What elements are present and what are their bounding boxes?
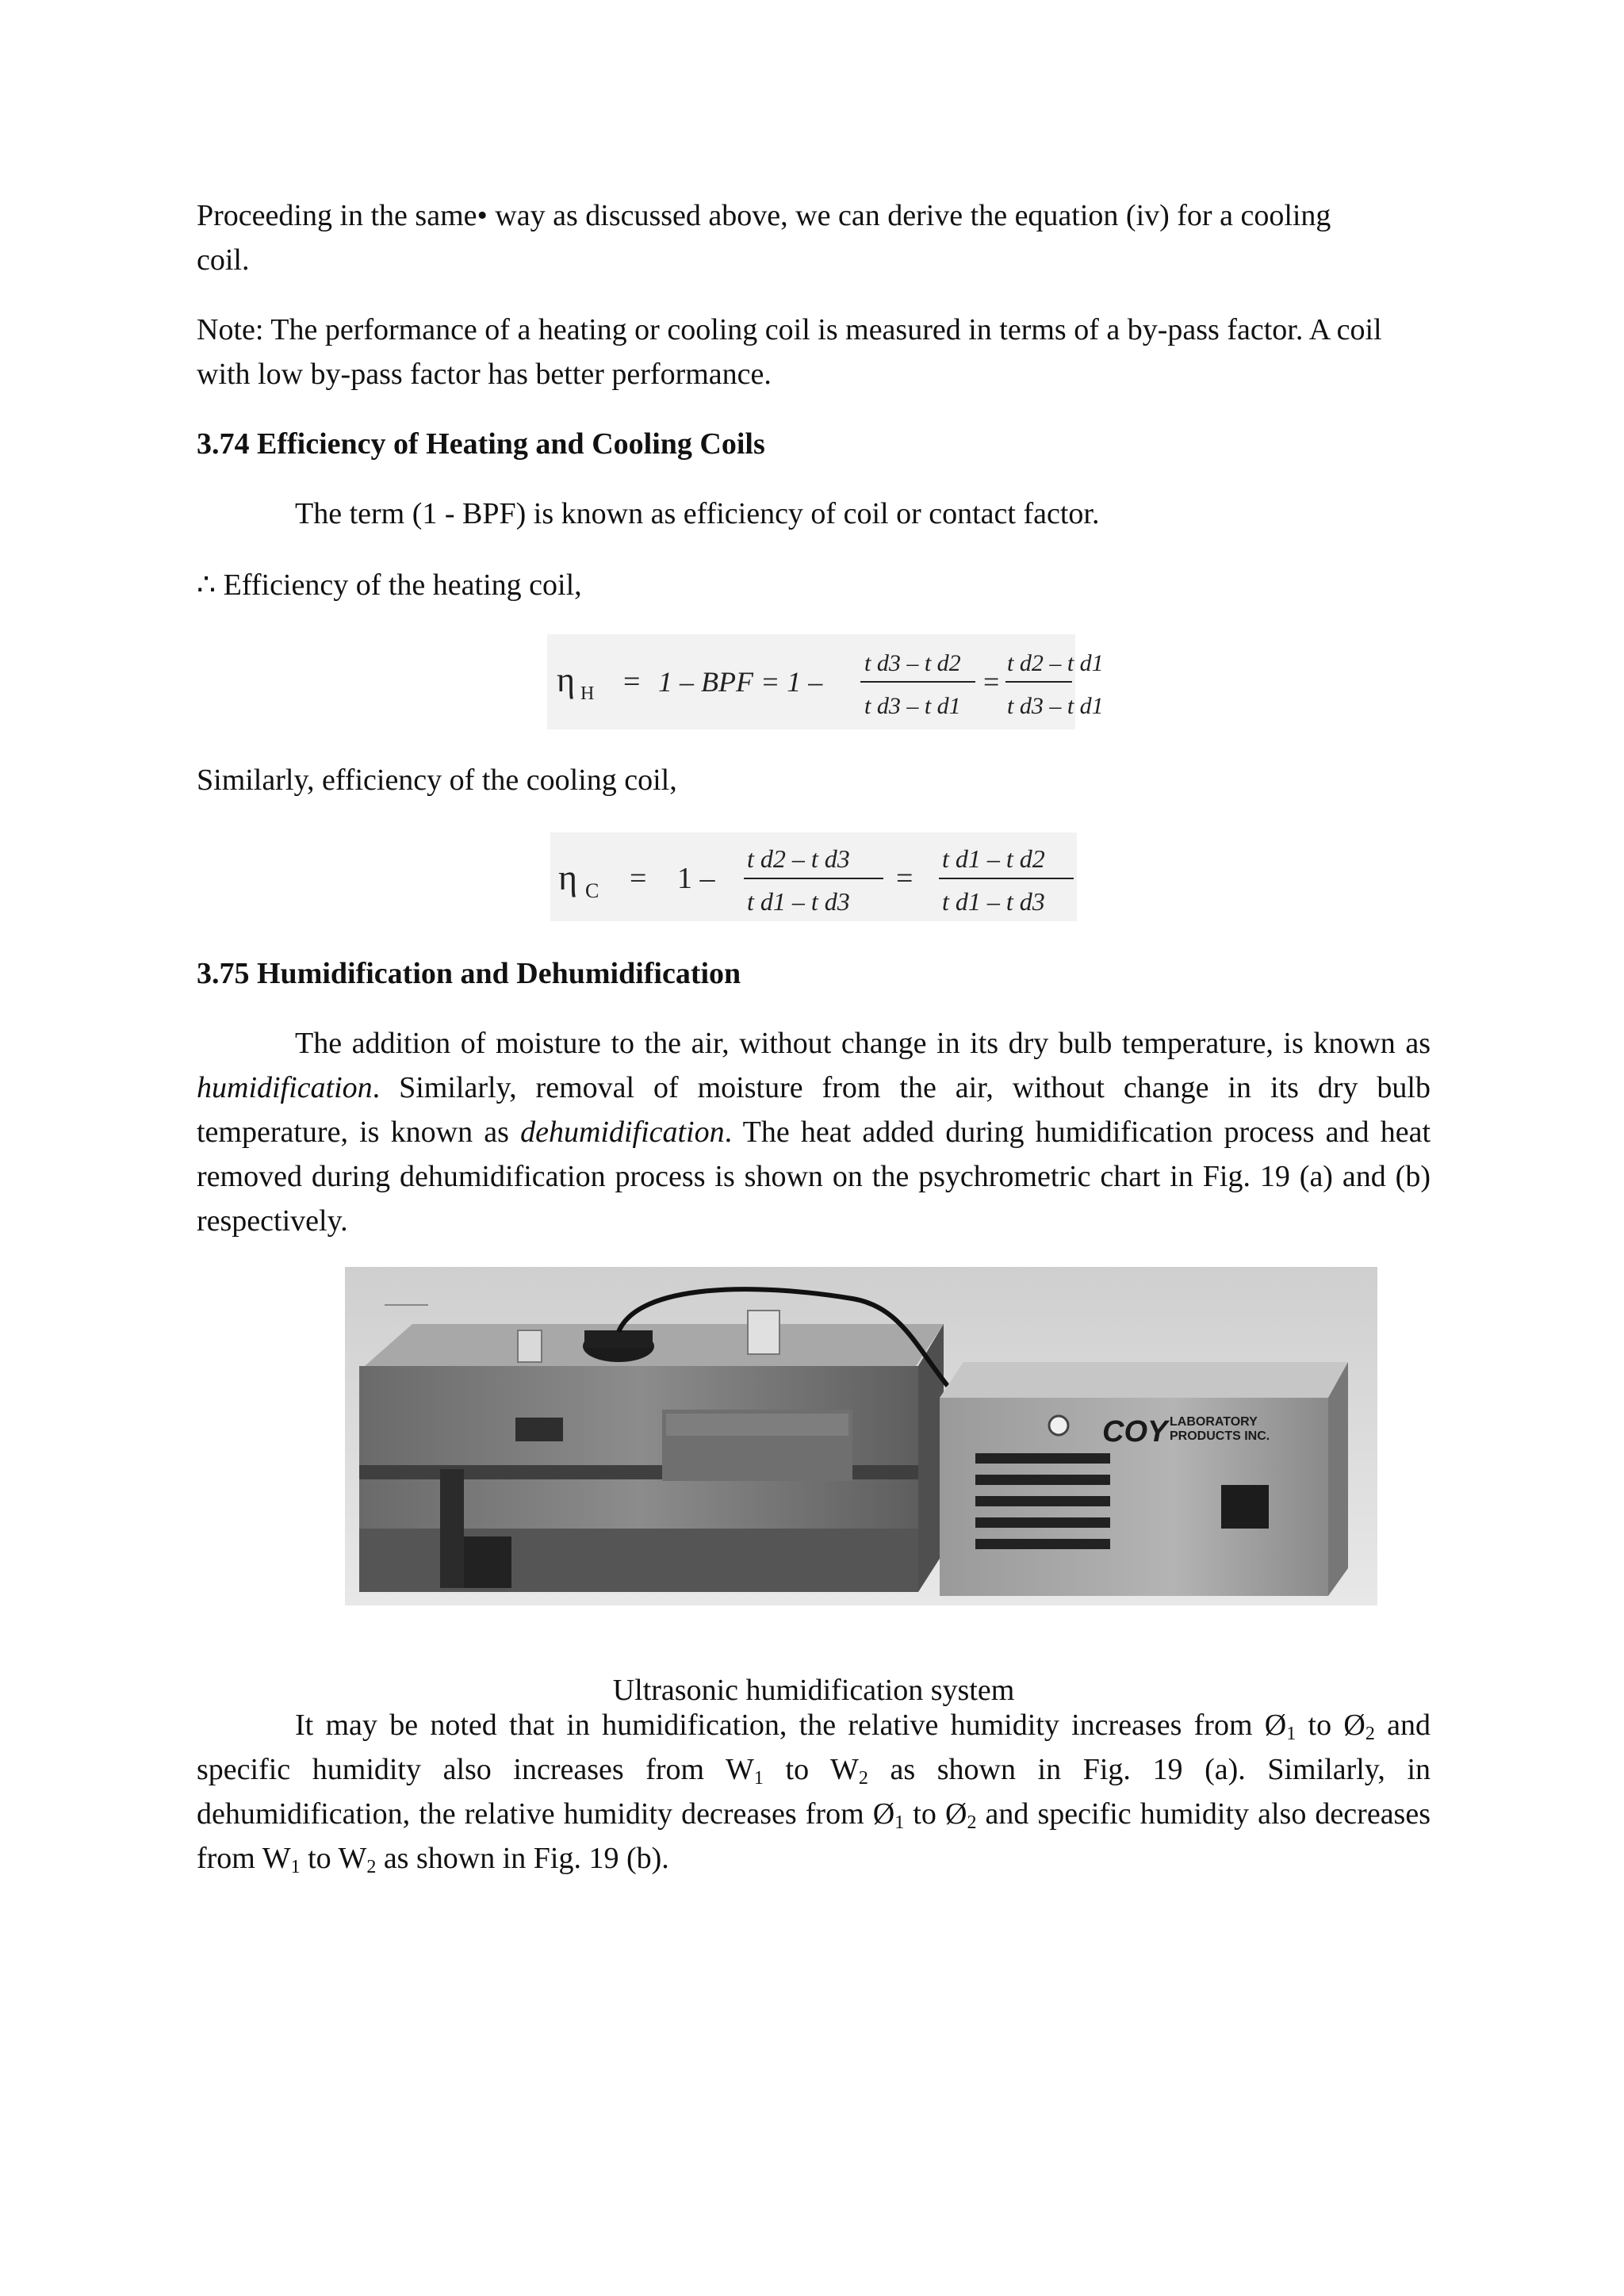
eq-den2: t d1 – t d3 bbox=[942, 887, 1045, 916]
w-symbol: W bbox=[726, 1753, 754, 1786]
equation-cooling-efficiency bbox=[550, 832, 1077, 921]
eq-one-minus: 1 – bbox=[677, 862, 715, 895]
text-span: as shown in Fig. 19 (a). Similarly, in dehumidification, the relative humidity decreases from bbox=[197, 1753, 1431, 1831]
term-dehumidification: dehumidification bbox=[520, 1115, 725, 1149]
text-span: to bbox=[300, 1842, 339, 1875]
eq-equals: = bbox=[623, 665, 641, 698]
text-span: to bbox=[1296, 1709, 1344, 1742]
eq-bpf: 1 – BPF = 1 – bbox=[658, 666, 823, 698]
text-span: and specific humidity also increases from bbox=[197, 1709, 1431, 1786]
text-span: . Similarly, removal of moisture from the air, without change in its dry bulb temperature, is known as bbox=[197, 1071, 1431, 1149]
text-span: . The heat added during humidification process and heat removed during dehumidification process is shown on the psychrometric chart in Fig. 19 (a) and (b) respectively. bbox=[197, 1115, 1431, 1238]
w-symbol: W bbox=[338, 1842, 367, 1875]
text-span: and specific humidity also decreases from bbox=[197, 1797, 1431, 1875]
subscript: 2 bbox=[858, 1768, 868, 1789]
eq-num1: t d2 – t d3 bbox=[747, 844, 850, 873]
paragraph-humidity-changes bbox=[197, 1703, 1431, 1881]
equation-heating-efficiency bbox=[547, 634, 1104, 729]
eq-den2: t d3 – t d1 bbox=[1007, 693, 1104, 719]
figure-caption: Ultrasonic humidification system bbox=[612, 1674, 1015, 1707]
eq-lhs: η bbox=[558, 857, 578, 897]
phi-symbol: Ø bbox=[872, 1797, 895, 1831]
paragraph-heating-intro: ∴ Efficiency of the heating coil, bbox=[197, 568, 582, 602]
acrylic-tank bbox=[359, 1324, 944, 1592]
eq-lhs: η bbox=[557, 660, 576, 699]
paragraph-note: Note: The performance of a heating or cooling coil is measured in terms of a by-pass factor. A coil with low by-pass factor has better performance. bbox=[197, 313, 1382, 391]
fitting-left bbox=[518, 1330, 542, 1362]
paragraph-contact-factor: The term (1 - BPF) is known as efficiency of coil or contact factor. bbox=[295, 497, 1100, 530]
fitting-right bbox=[748, 1311, 779, 1354]
brand-text-1: LABORATORY bbox=[1170, 1415, 1258, 1429]
subscript: 1 bbox=[753, 1768, 764, 1789]
text-span: The addition of moisture to the air, without change in its dry bulb temperature, is known as bbox=[295, 1027, 1431, 1060]
humidification-system-photo bbox=[345, 1267, 1377, 1605]
eq-lhs-sub: H bbox=[580, 683, 595, 704]
subscript: 1 bbox=[1286, 1724, 1297, 1744]
eq-num1: t d3 – t d2 bbox=[864, 650, 961, 676]
eq-equals-2: = bbox=[896, 862, 914, 895]
subscript: 1 bbox=[894, 1812, 905, 1833]
subscript: 2 bbox=[366, 1857, 377, 1877]
subscript: 1 bbox=[290, 1857, 301, 1877]
eq-equals: = bbox=[630, 862, 647, 895]
paragraph-humidification bbox=[197, 1021, 1431, 1243]
text-span: to bbox=[904, 1797, 945, 1831]
w-symbol: W bbox=[829, 1753, 859, 1786]
text-span: It may be noted that in humidification, the relative humidity increases from bbox=[295, 1709, 1265, 1742]
phi-symbol: Ø bbox=[1343, 1709, 1365, 1742]
brand-text-2: PRODUCTS INC. bbox=[1170, 1429, 1270, 1443]
eq-den1: t d1 – t d3 bbox=[747, 887, 850, 916]
paragraph-cooling-intro: Similarly, efficiency of the cooling coil, bbox=[197, 763, 677, 797]
eq-num2: t d2 – t d1 bbox=[1007, 650, 1104, 676]
paragraph-proceeding: Proceeding in the same• way as discussed above, we can derive the equation (iv) for a cooling coil. bbox=[197, 199, 1331, 277]
term-humidification: humidification bbox=[197, 1071, 373, 1104]
display-window bbox=[1221, 1485, 1269, 1529]
eq-lhs-sub: C bbox=[585, 879, 599, 902]
text-span: to bbox=[763, 1753, 830, 1786]
text-span: as shown in Fig. 19 (b). bbox=[376, 1842, 669, 1875]
phi-symbol: Ø bbox=[944, 1797, 967, 1831]
section-heading-3-75: 3.75 Humidification and Dehumidification bbox=[197, 957, 741, 990]
eq-den1: t d3 – t d1 bbox=[864, 693, 961, 719]
eq-num2: t d1 – t d2 bbox=[942, 844, 1045, 873]
power-switch bbox=[1049, 1416, 1068, 1435]
subscript: 2 bbox=[967, 1812, 977, 1833]
eq-equals-2: = bbox=[983, 666, 1000, 698]
phi-symbol: Ø bbox=[1264, 1709, 1287, 1742]
brand-logo: COY bbox=[1102, 1415, 1168, 1448]
subscript: 2 bbox=[1365, 1724, 1375, 1744]
w-symbol: W bbox=[262, 1842, 291, 1875]
controller-box bbox=[940, 1362, 1348, 1596]
section-heading-3-74: 3.74 Efficiency of Heating and Cooling Coils bbox=[197, 427, 765, 461]
